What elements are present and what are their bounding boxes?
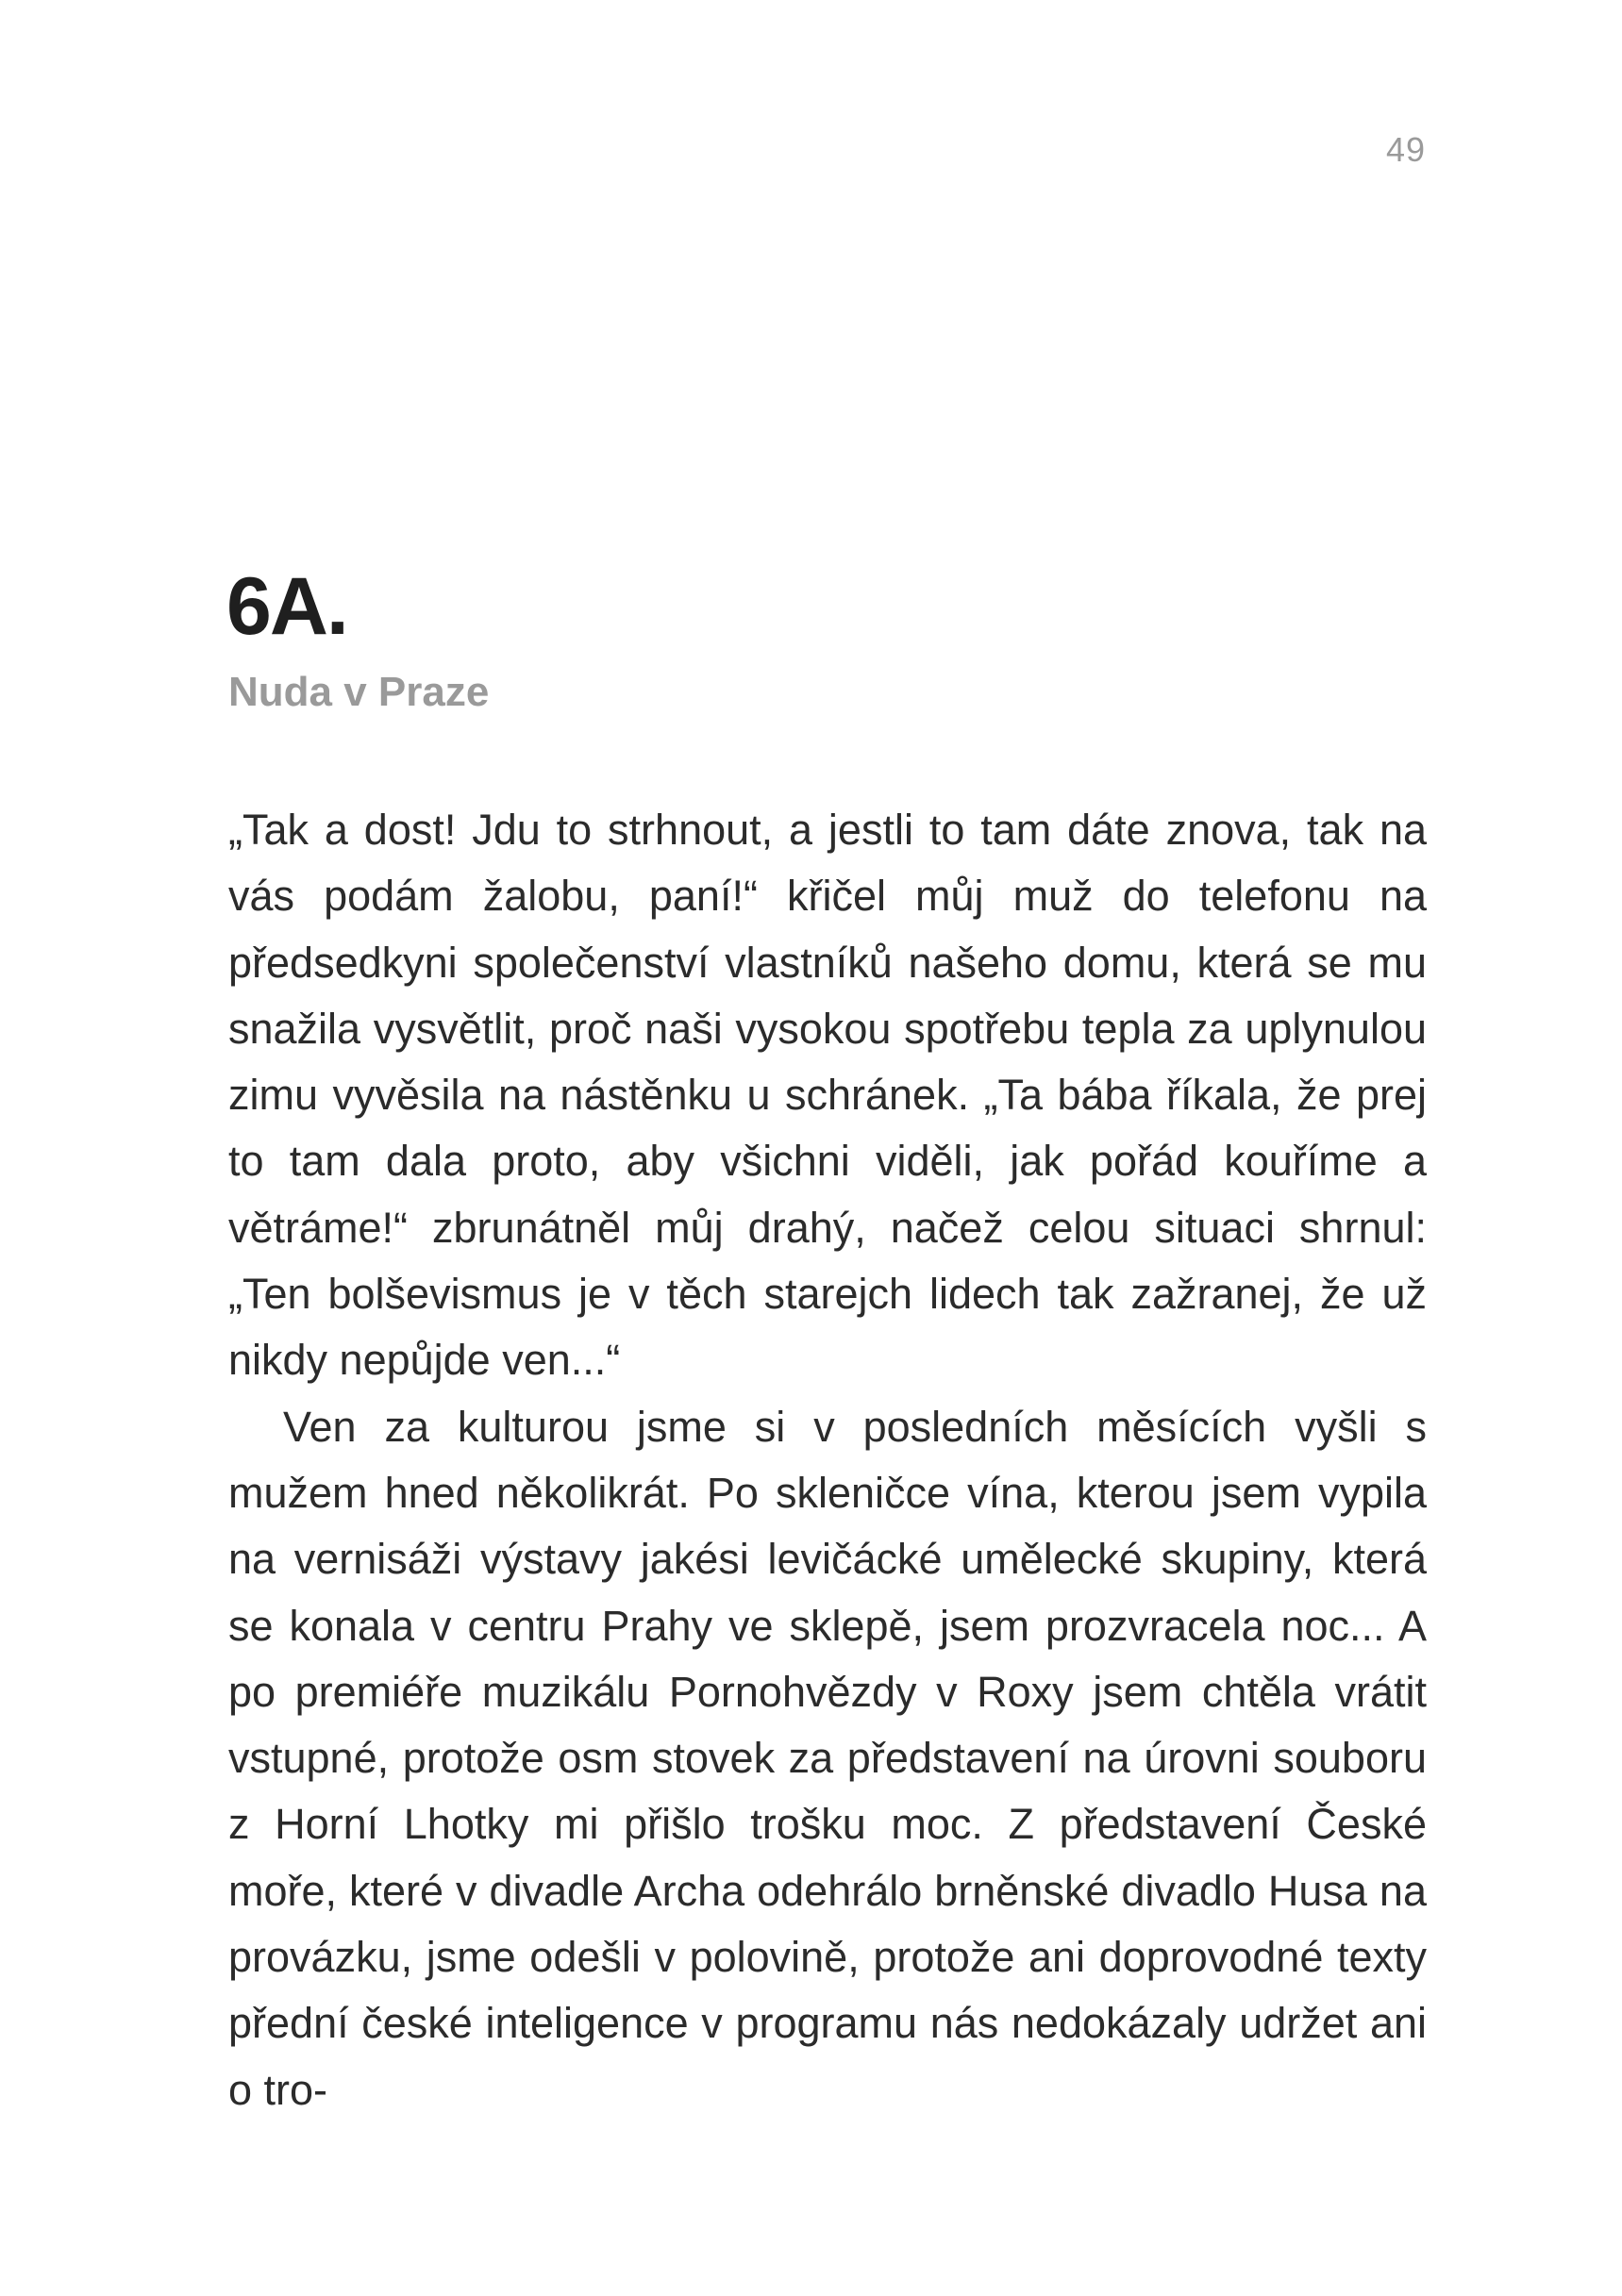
- chapter-number: 6A.: [226, 561, 347, 652]
- page-number: 49: [1385, 130, 1426, 169]
- chapter-body: [228, 797, 1427, 2123]
- paragraph-1: „Tak a dost! Jdu to strhnout, a jestli to tam dáte znova, tak na vás podám žalobu, paní!“ křičel můj muž do telefonu na předsedkyni společenství vlastníků našeho domu, která se mu snažila vysvětlit, proč naši vysokou spotřebu tepla za uplynulou zimu vyvěsila na nástěnku u schránek. „Ta bába říkala, že prej to tam dala proto, aby všichni viděli, jak pořád kouříme a větráme!“ zbrunátněl můj drahý, načež celou situaci shrnul: „Ten bolševismus je v těch starejch lidech tak zažranej, že už nikdy nepůjde ven...“: [228, 806, 1427, 1385]
- paragraph-2: Ven za kulturou jsme si v posledních měsících vyšli s mužem hned několikrát. Po skleničce vína, kterou jsem vypila na vernisáži výstavy jakési levičácké umělecké skupiny, která se konala v centru Prahy ve sklepě, jsem prozvracela noc... A po premiéře muzikálu Pornohvězdy v Roxy jsem chtěla vrátit vstupné, protože osm stovek za představení na úrovni souboru z Horní Lhotky mi přišlo trošku moc. Z představení České moře, které v divadle Archa odehrálo brněnské divadlo Husa na provázku, jsme odešli v polovině, protože ani doprovodné texty přední české inteligence v programu nás nedokázaly udržet ani o tro-: [228, 1402, 1427, 2114]
- chapter-title: Nuda v Praze: [228, 669, 490, 715]
